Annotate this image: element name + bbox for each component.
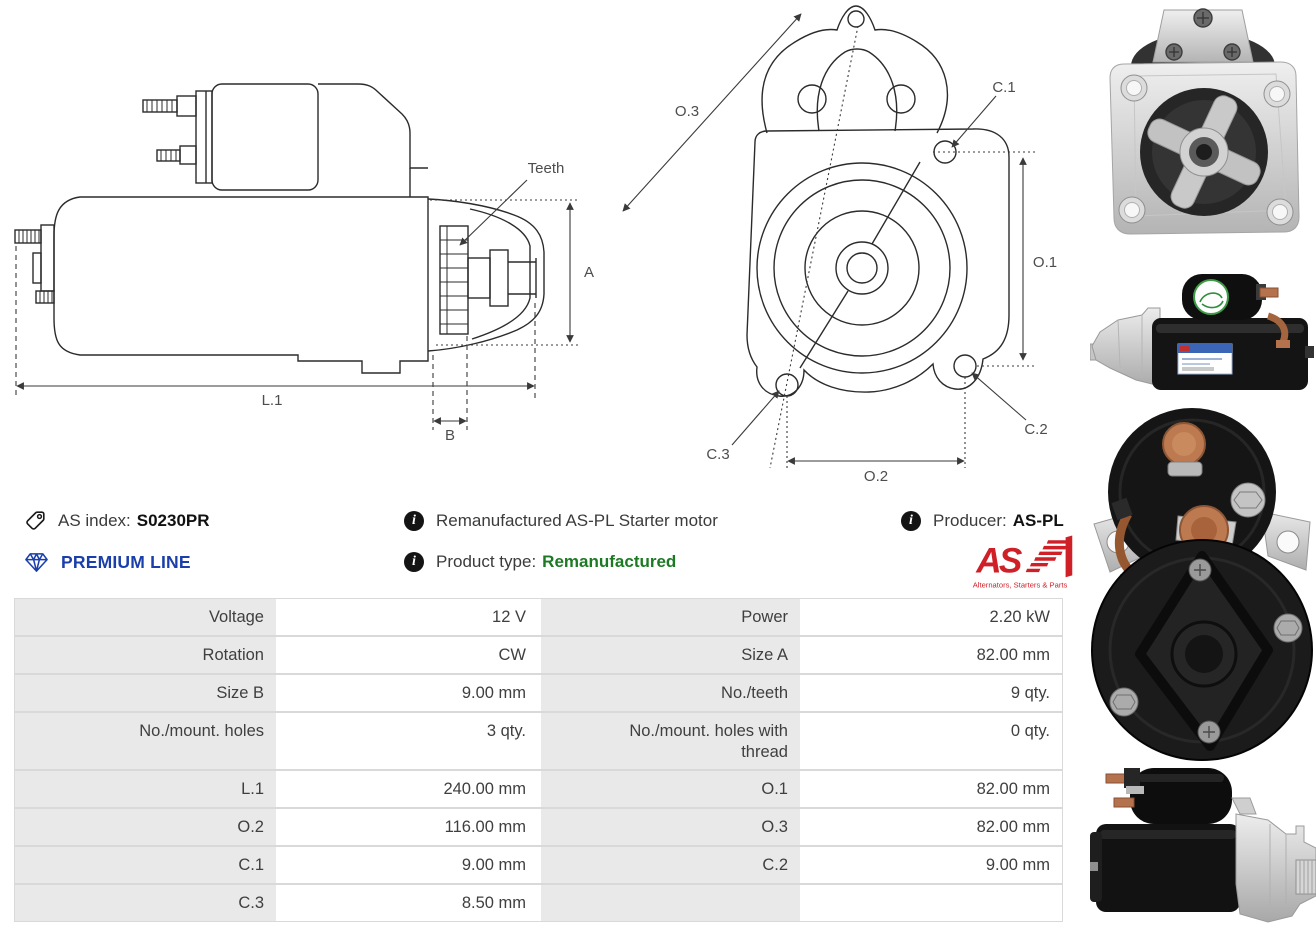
- solenoid-outline: [212, 84, 318, 190]
- spec-label: O.1: [541, 771, 800, 807]
- table-row: [15, 883, 1062, 921]
- product-photo-side[interactable]: [1090, 268, 1316, 402]
- dim-label-c1: C.1: [992, 79, 1016, 96]
- spec-value: 9 qty.: [1010, 683, 1050, 702]
- spec-value: CW: [498, 645, 526, 664]
- spec-table: [14, 598, 1063, 922]
- spec-value: 9.00 mm: [985, 855, 1050, 874]
- table-row: [15, 635, 1062, 673]
- spec-value: 82.00 mm: [976, 645, 1050, 664]
- spec-label: C.2: [541, 847, 800, 883]
- dim-label-l1: L.1: [261, 392, 283, 409]
- spec-value: 9.00 mm: [461, 855, 526, 874]
- spec-label: Voltage: [15, 599, 276, 635]
- tag-icon: [24, 510, 46, 532]
- dim-label-o1: O.1: [1032, 254, 1058, 271]
- spec-label: Power: [541, 599, 800, 635]
- spec-label: Rotation: [15, 637, 276, 673]
- product-type-value: Remanufactured: [542, 552, 677, 571]
- dim-label-o2: O.2: [863, 468, 889, 485]
- product-photo-rear[interactable]: [1090, 404, 1316, 762]
- table-row: [15, 673, 1062, 711]
- spec-label: O.3: [541, 809, 800, 845]
- product-description: Remanufactured AS-PL Starter motor: [436, 511, 718, 530]
- info-icon: i: [404, 552, 424, 572]
- logo-tagline: Alternators, Starters & Parts: [972, 580, 1068, 590]
- spec-label: Size A: [541, 637, 800, 673]
- spec-value: 2.20 kW: [989, 607, 1050, 626]
- premium-line-row: [24, 547, 394, 577]
- dim-label-teeth: Teeth: [527, 160, 565, 177]
- table-row: [15, 807, 1062, 845]
- spec-value: 240.00 mm: [443, 779, 526, 798]
- logo-text: AS: [976, 541, 1020, 581]
- info-icon: i: [901, 511, 921, 531]
- spec-value: 0 qty.: [1010, 722, 1050, 740]
- product-photo-side-2[interactable]: [1090, 764, 1316, 934]
- dim-label-a: A: [584, 264, 595, 281]
- as-index-row: [24, 506, 394, 536]
- product-photo-front[interactable]: [1090, 4, 1316, 266]
- pinion-gear: [440, 226, 468, 334]
- info-column-left: [24, 506, 394, 588]
- spec-label: No./mount. holes: [15, 713, 276, 769]
- technical-drawing-front-view: [615, 0, 1075, 495]
- spec-value: 116.00 mm: [444, 817, 526, 836]
- spec-label: O.2: [15, 809, 276, 845]
- spec-value: [803, 885, 1062, 921]
- description-row: [404, 506, 844, 536]
- spec-label: No./teeth: [541, 675, 800, 711]
- dim-label-c2: C.2: [1024, 421, 1048, 438]
- dim-label-c3: C.3: [706, 446, 730, 463]
- producer-row: [901, 506, 1121, 536]
- spec-value: 12 V: [492, 607, 526, 626]
- as-index-label: AS index:: [58, 511, 131, 530]
- spec-value: 8.50 mm: [461, 893, 526, 912]
- info-icon: i: [404, 511, 424, 531]
- info-column-middle: [404, 506, 844, 588]
- as-index-value: S0230PR: [136, 511, 210, 530]
- motor-body-outline: [54, 197, 428, 373]
- dim-label-o3: O.3: [674, 103, 700, 120]
- product-label: [1178, 344, 1232, 374]
- spec-value: 82.00 mm: [976, 817, 1050, 836]
- spec-label: L.1: [15, 771, 276, 807]
- solenoid-bracket-outline: [762, 6, 947, 133]
- product-type-label: Product type:: [436, 552, 537, 571]
- spec-value: 9.00 mm: [461, 683, 526, 702]
- spec-label: No./mount. holes with thread: [541, 713, 800, 769]
- spec-label: C.3: [15, 885, 276, 921]
- table-row: [15, 711, 1062, 769]
- table-row: [15, 769, 1062, 807]
- spec-label: [541, 885, 800, 921]
- spec-label: Size B: [15, 675, 276, 711]
- table-row: [15, 845, 1062, 883]
- as-pl-logo: [963, 534, 1077, 592]
- spec-value: 82.00 mm: [976, 779, 1050, 798]
- table-row: [15, 599, 1062, 635]
- producer-value: AS-PL: [1012, 511, 1064, 530]
- diamond-icon: [24, 551, 49, 574]
- nose-cone-outline: [428, 199, 544, 351]
- product-type-row: [404, 547, 844, 577]
- dim-label-b: B: [444, 427, 456, 444]
- technical-drawing-side-view: [0, 0, 610, 470]
- spec-value: 3 qty.: [486, 722, 526, 740]
- spec-label: C.1: [15, 847, 276, 883]
- producer-label: Producer:: [933, 511, 1007, 530]
- motor-face-circle: [757, 163, 967, 373]
- premium-line-label: PREMIUM LINE: [61, 551, 191, 572]
